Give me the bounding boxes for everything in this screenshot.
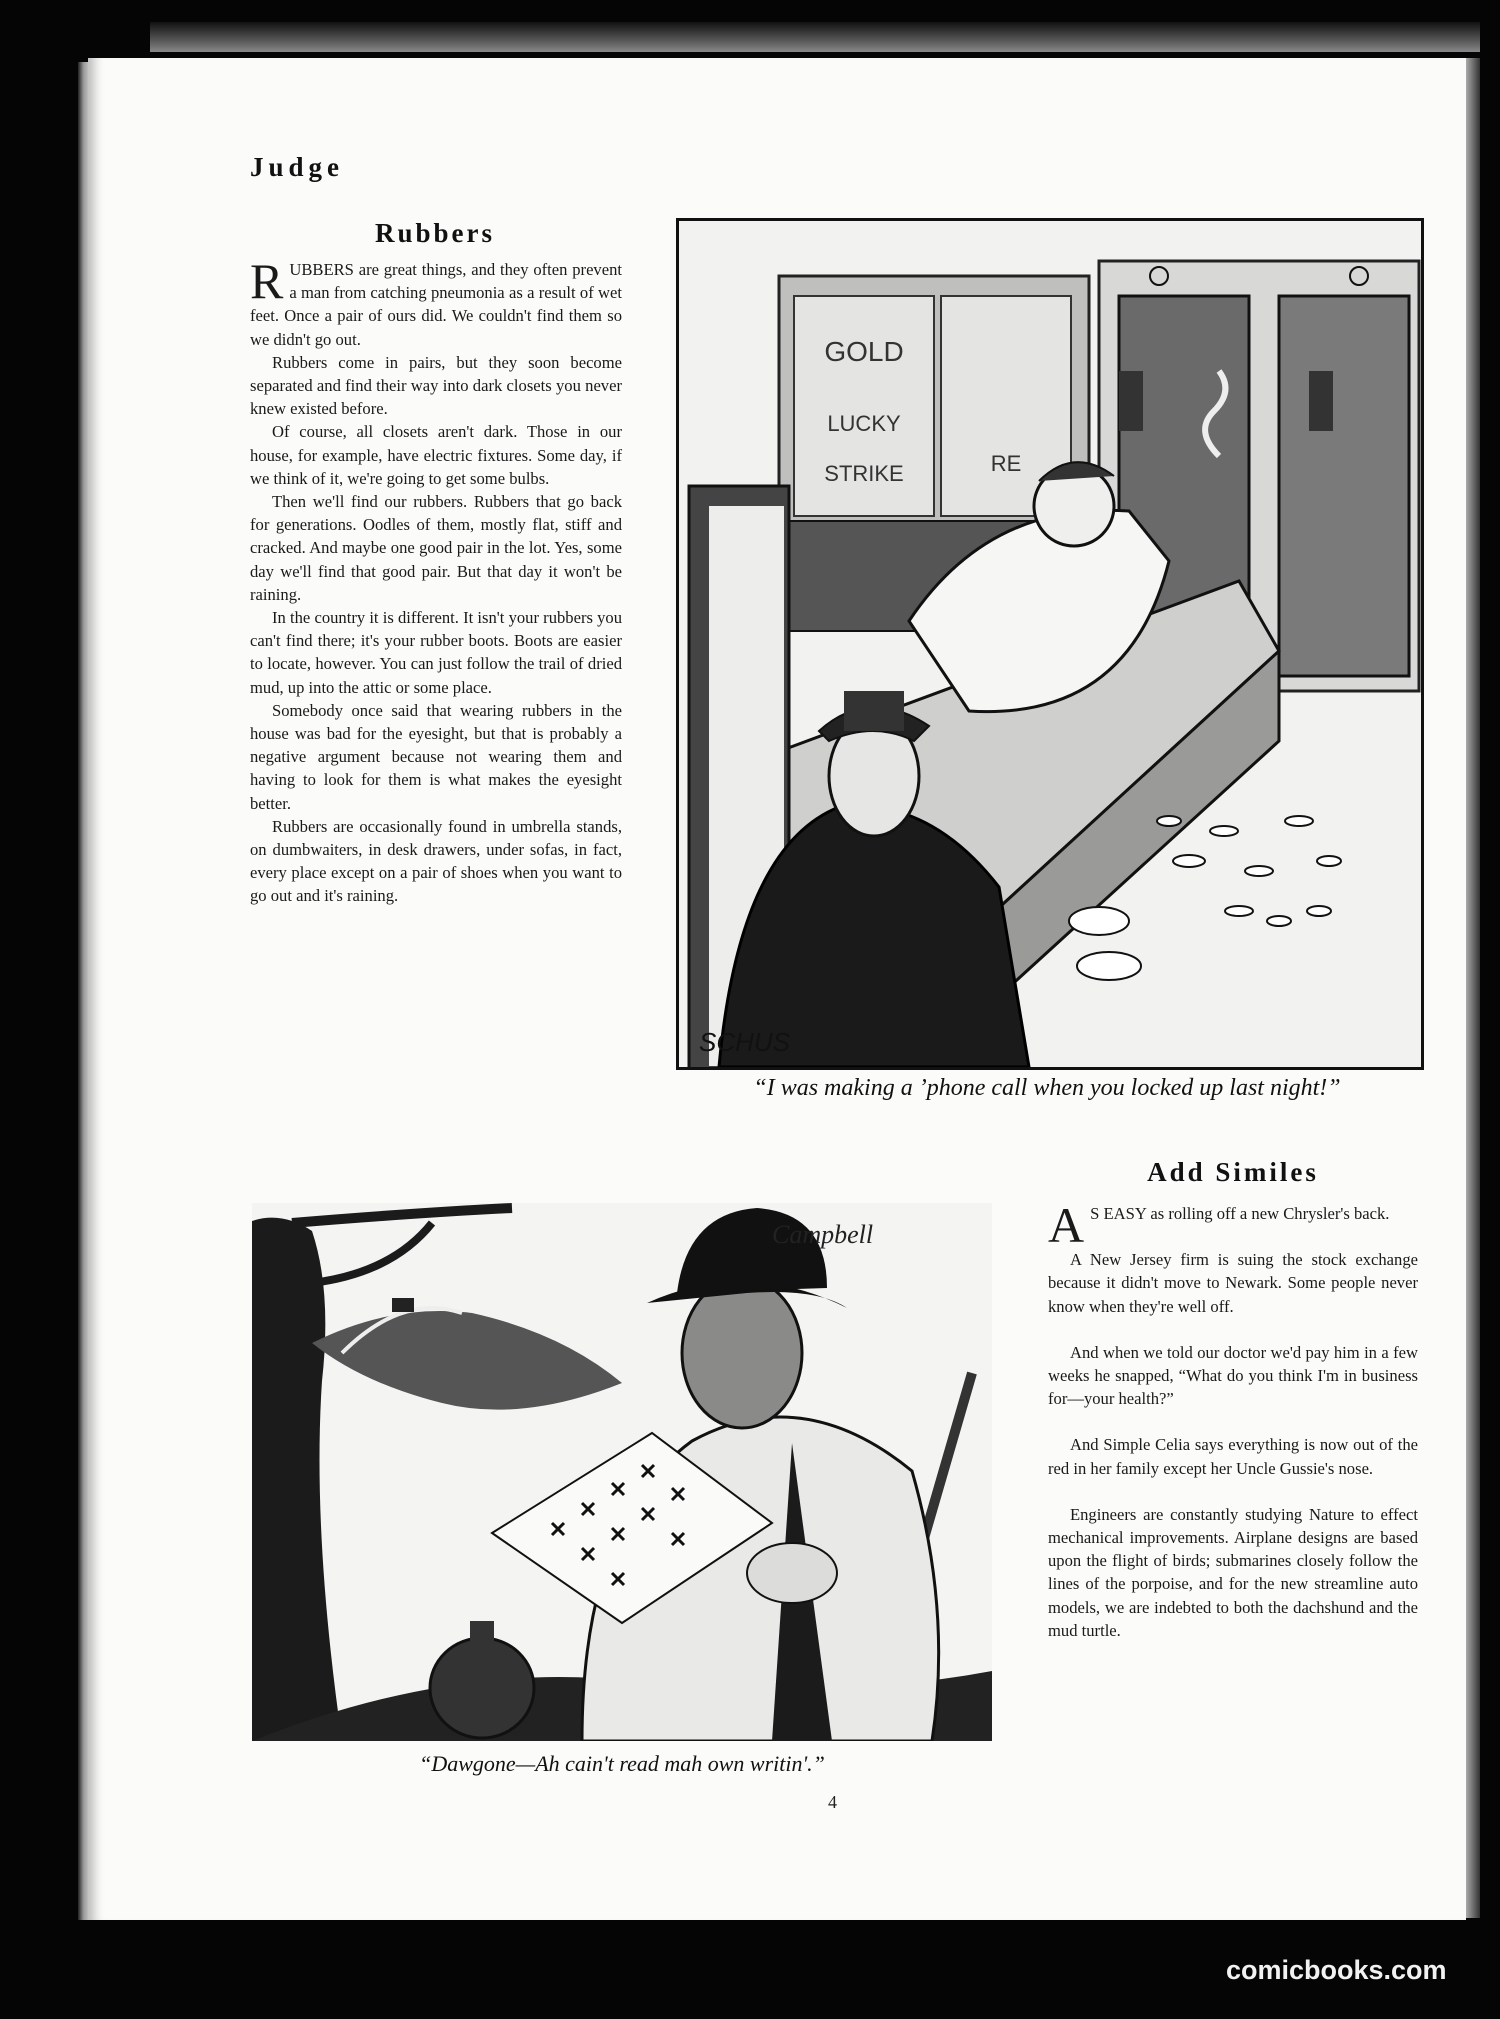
cartoon-caption: “Dawgone—Ah cain't read mah own writin'.” [419, 1751, 825, 1776]
rubbers-paragraph: In the country it is different. It isn't your rubbers you can't find there; it's your rubber boots. Boots are easier to locate, however. You can just follow the trail of dried mud, up into the attic or some place. [250, 608, 622, 697]
similes-article [1048, 1197, 1418, 1665]
similes-paragraph: Engineers are constantly studying Nature to effect mechanical improvements. Airplane designs are based upon the flight of birds; submarines closely follow the lines of the porpoise, and for the new streamline auto models, we are indebted to both the dachshund and the mud turtle. [1048, 1504, 1418, 1640]
rubbers-paragraph: Rubbers come in pairs, but they soon become separated and find their way into dark closets you never knew existed before. [250, 352, 622, 419]
cartoon-signature: Campbell [772, 1220, 874, 1249]
drop-cap: R [250, 253, 284, 309]
similes-title: Add Similes [1147, 1157, 1319, 1187]
svg-text:LUCKY: LUCKY [827, 411, 901, 436]
drop-cap: A [1048, 1197, 1085, 1253]
cartoon-signature: SCHUS [699, 1027, 791, 1057]
rubbers-title: Rubbers [374, 218, 496, 248]
scan-top-strip [150, 22, 1480, 52]
similes-paragraph: A New Jersey firm is suing the stock exchange because it didn't move to Newark. Some people never know when they're well off. [1048, 1250, 1418, 1316]
hillbilly-cartoon [252, 1203, 992, 1741]
masthead: Judge [250, 152, 345, 182]
similes-paragraph: And Simple Celia says everything is now out of the red in her family except her Uncle Gussie's nose. [1048, 1435, 1418, 1478]
similes-paragraph: A S EASY as rolling off a new Chrysler's back. [1048, 1197, 1390, 1253]
phone-booth-cartoon [676, 218, 1424, 1070]
rubbers-paragraph: Somebody once said that wearing rubbers in the house was bad for the eyesight, but that is probably a negative argument because not wearing them and having to look for them is what makes the eyesight better. [250, 700, 622, 813]
rubbers-paragraph: Of course, all closets aren't dark. Those in our house, for example, have electric fixtures. Some day, if we think of it, we're going to get some bulbs. [250, 422, 622, 488]
svg-text:RE: RE [990, 451, 1022, 476]
page-edge-right [1466, 58, 1480, 1918]
page-number: 4 [828, 1792, 837, 1812]
cartoon-caption: “I was making a ’phone call when you locked up last night!” [753, 1075, 1341, 1101]
site-watermark: comicbooks.com [1226, 1955, 1447, 1985]
rubbers-paragraph: RUBBERS are great things, and they often prevent a man from catching pneumonia as a result of wet feet. Once a pair of ours did. We couldn't find them so we didn't go out. [250, 253, 622, 349]
svg-text:STRIKE: STRIKE [824, 461, 904, 486]
rubbers-article [250, 253, 622, 908]
svg-text:GOLD: GOLD [824, 336, 904, 367]
phone-booth-illustration [679, 221, 1421, 1067]
rubbers-paragraph: Then we'll find our rubbers. Rubbers that go back for generations. Oodles of them, mostly flat, stiff and cracked. And maybe one good pair in the lot. Yes, some day we'll find that good pair. But that day it won't be raining. [250, 492, 622, 604]
similes-paragraph: And when we told our doctor we'd pay him in a few weeks he snapped, “What do you think I'm in business for—your health?” [1048, 1342, 1418, 1409]
rubbers-paragraph: Rubbers are occasionally found in umbrella stands, on dumbwaiters, in desk drawers, under sofas, in fact, every place except on a pair of shoes when you want to go out and it's raining. [250, 816, 622, 906]
hillbilly-illustration [252, 1203, 992, 1741]
